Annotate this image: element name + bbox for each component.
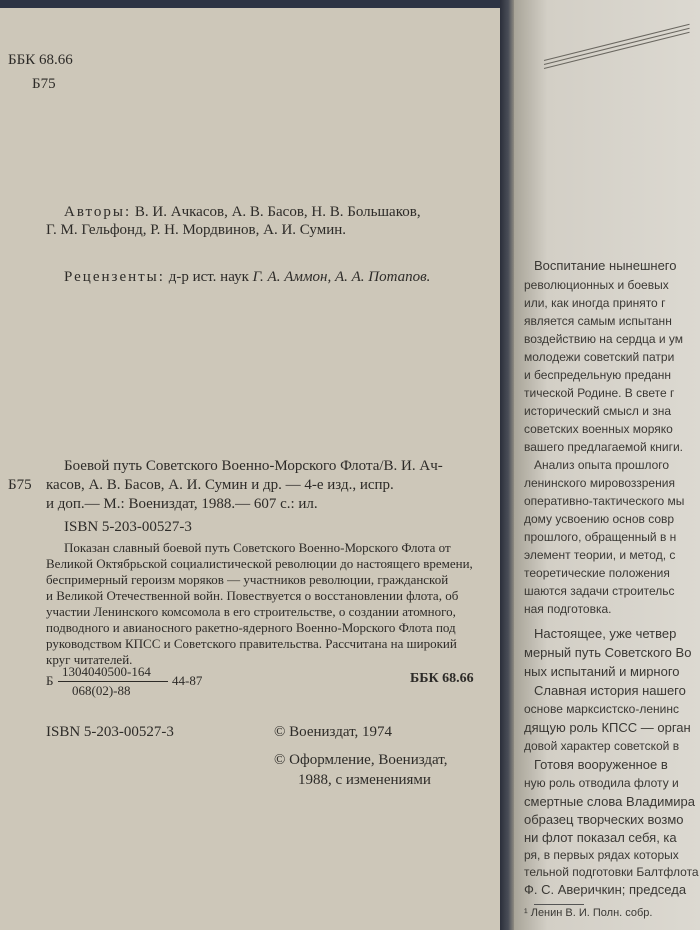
right-text-line: довой характер советской в: [524, 739, 680, 753]
left-page: [0, 8, 500, 930]
abstract-line: беспримерный героизм моряков — участников революции, гражданской: [46, 572, 449, 587]
right-text-line: теоретические положения: [524, 566, 670, 580]
abstract-line: руководством КПСС и Советского правительства. Рассчитана на широкий: [46, 636, 457, 651]
right-text-line: ря, в первых рядах которых: [524, 848, 679, 862]
right-text-line: тельной подготовки Балтфлота: [524, 865, 699, 879]
author-mark-top: Б75: [32, 76, 56, 92]
catalog-numerator: 1304040500-164: [62, 664, 151, 679]
right-text-line: или, как иногда принято г: [524, 296, 666, 310]
right-text-line: смертные слова Владимира: [524, 794, 695, 809]
abstract-line: подводного и авианосного ракетно-ядерного Военно-Морского Флота под: [46, 620, 456, 635]
book-gutter: [500, 0, 514, 930]
abstract-line: Великой Октябрьской социалистической революции до настоящего времени,: [46, 556, 473, 571]
right-page: [514, 0, 700, 930]
right-text-line: является самым испытанн: [524, 314, 672, 328]
right-text-line: ная подготовка.: [524, 602, 612, 616]
right-text-line: Анализ опыта прошлого: [534, 458, 670, 472]
right-text-line: и беспредельную преданн: [524, 368, 672, 382]
right-text-line: Воспитание нынешнего: [534, 258, 677, 273]
right-text-line: ни флот показал себя, ка: [524, 830, 677, 845]
catalog-suffix: 44-87: [172, 673, 203, 688]
right-text-line: воздействию на сердца и ум: [524, 332, 684, 346]
right-text-line: ленинского мировоззрения: [524, 476, 675, 490]
catalog-denominator: 068(02)-88: [72, 683, 131, 698]
right-text-line: ную роль отводила флоту и: [524, 776, 679, 790]
bibliographic-title-line-3: и доп.— М.: Воениздат, 1988.— 607 с.: ил.: [46, 496, 318, 512]
reviewers-line: Рецензенты: д-р ист. наук Г. А. Аммон, А. А. Потапов.: [64, 269, 431, 285]
right-text-line: вашего предлагаемой книги.: [524, 440, 684, 454]
right-text-line: элемент теории, и метод, с: [524, 548, 676, 562]
isbn-main: ISBN 5-203-00527-3: [64, 519, 192, 535]
right-text-line: шаются задачи строительс: [524, 584, 675, 598]
right-text-line: дящую роль КПСС — орган: [524, 720, 691, 735]
right-text-line: ных испытаний и мирного: [524, 664, 680, 679]
bibliographic-title-line-1: Боевой путь Советского Военно-Морского Флота/В. И. Ач-: [64, 458, 443, 474]
abstract-line: и Великой Отечественной войн. Повествуется о восстановлении флота, об: [46, 588, 459, 603]
decorative-line: [544, 32, 690, 69]
right-text-line: Ф. С. Аверичкин; председа: [524, 882, 687, 897]
authors-line-1: Авторы: В. И. Ачкасов, А. В. Басов, Н. В. Большаков,: [64, 204, 421, 220]
right-text-line: молодежи советский патри: [524, 350, 675, 364]
right-text-line: дому усвоению основ совр: [524, 512, 675, 526]
footnote: ¹ Ленин В. И. Полн. собр.: [524, 907, 653, 919]
bbk-code-top: ББК 68.66: [8, 52, 73, 68]
right-text-line: исторический смысл и зна: [524, 404, 672, 418]
decorative-line: [544, 24, 690, 61]
footnote-rule: [534, 904, 584, 905]
author-mark-margin: Б75: [8, 477, 32, 493]
copyright-1: © Воениздат, 1974: [274, 724, 393, 740]
bbk-code-bottom: ББК 68.66: [410, 671, 474, 686]
copyright-2-line-2: 1988, с изменениями: [298, 772, 431, 788]
right-text-line: прошлого, обращенный в н: [524, 530, 677, 544]
right-text-line: тической Родине. В свете г: [524, 386, 675, 400]
right-text-line: оперативно-тактического мы: [524, 494, 685, 508]
right-text-line: советских военных моряко: [524, 422, 673, 436]
authors-line-2: Г. М. Гельфонд, Р. Н. Мордвинов, А. И. Сумин.: [46, 222, 347, 238]
right-text-line: образец творческих возмо: [524, 812, 684, 827]
right-text-line: Настоящее, уже четвер: [534, 626, 677, 641]
bibliographic-title-line-2: касов, А. В. Басов, А. И. Сумин и др. — 4-е изд., испр.: [46, 477, 394, 493]
right-text-line: революционных и боевых: [524, 278, 669, 292]
right-text-line: Славная история нашего: [534, 683, 686, 698]
abstract-line: Показан славный боевой путь Советского Военно-Морского Флота от: [64, 540, 451, 555]
copyright-2-line-1: © Оформление, Воениздат,: [274, 752, 448, 768]
right-text-line: мерный путь Советского Во: [524, 645, 692, 660]
right-text-line: основе марксистско-ленинс: [524, 702, 679, 716]
abstract-line: участии Ленинского комсомола в его строительстве, о создании атомного,: [46, 604, 456, 619]
decorative-line: [544, 28, 690, 65]
catalog-fraction-bar: [58, 681, 168, 682]
catalog-letter: Б: [46, 673, 54, 688]
right-text-line: Готовя вооруженное в: [534, 757, 668, 772]
abstract-line: круг читателей.: [46, 652, 133, 667]
isbn-bottom: ISBN 5-203-00527-3: [46, 724, 174, 740]
